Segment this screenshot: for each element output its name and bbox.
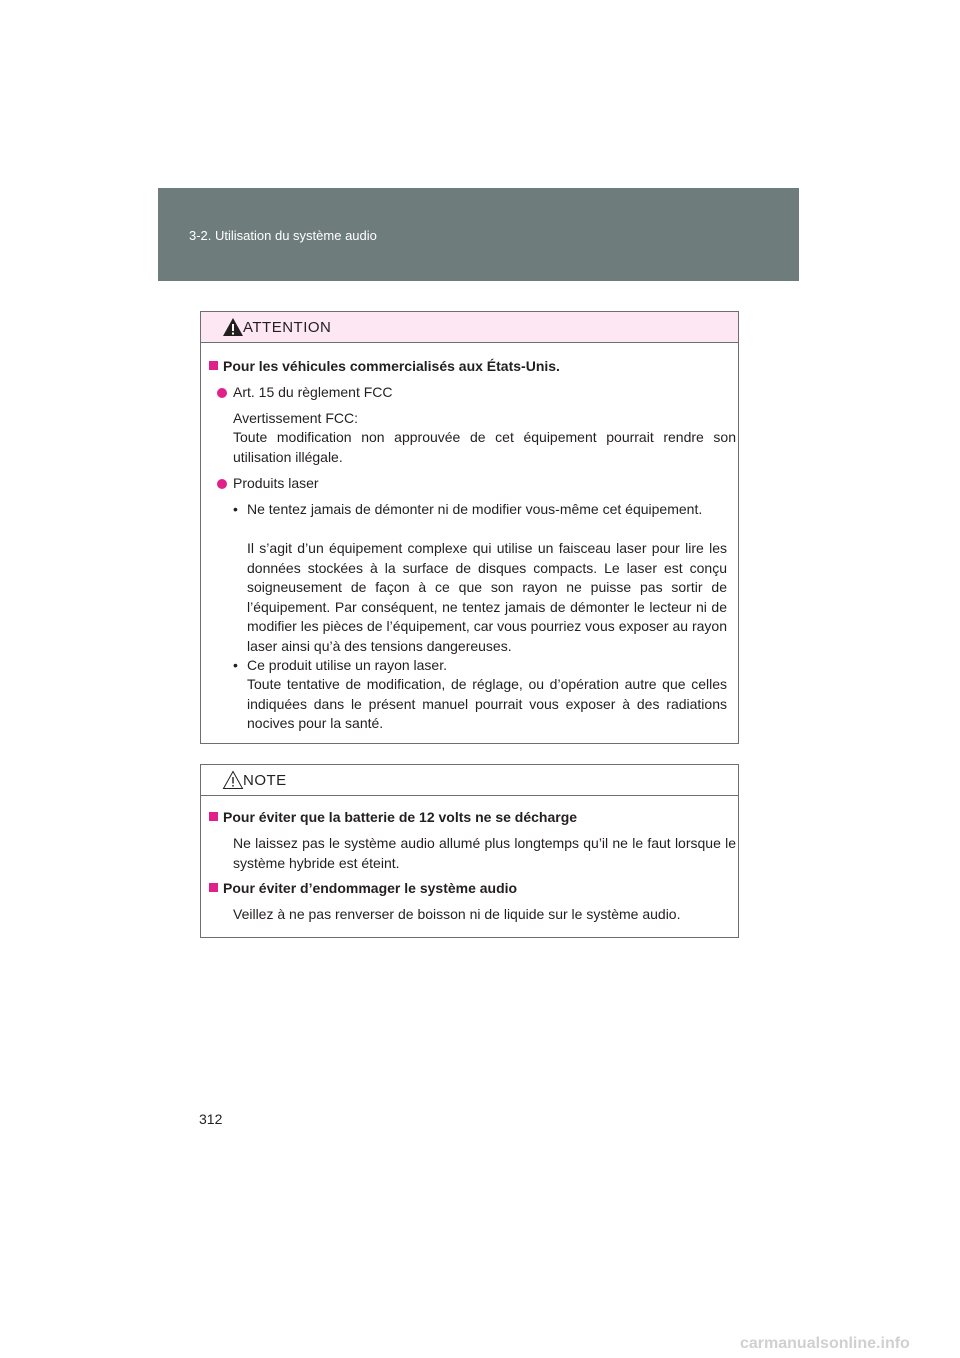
- note-text-audio: Veillez à ne pas renverser de boisson ni de liquide sur le système audio.: [233, 906, 681, 922]
- circle-bullet-icon: [217, 479, 227, 489]
- bullet2-text: Ce produit utilise un rayon laser.: [247, 657, 447, 673]
- note-heading-audio: Pour éviter d’endommager le système audio: [209, 879, 517, 899]
- note-header: [201, 765, 738, 796]
- section-title: 3-2. Utilisation du système audio: [189, 228, 377, 243]
- note-text-battery: Ne laissez pas le système audio allumé plus longtemps qu’il ne le faut lorsque le système hybride est éteint.: [233, 835, 736, 871]
- fcc-label: Avertissement FCC:: [233, 410, 358, 426]
- attention-box: [200, 311, 739, 744]
- bullet2-detail: Toute tentative de modification, de réglage, ou d’opération autre que celles indiquées dans le présent manuel pourrait vous exposer à des radiations nocives pour la santé.: [247, 676, 727, 731]
- section-header: [158, 188, 799, 281]
- square-bullet-icon: [209, 361, 218, 370]
- warning-icon: [222, 317, 244, 337]
- attention-heading: Pour les véhicules commercialisés aux États-Unis.: [209, 357, 560, 377]
- fcc-text: Toute modification non approuvée de cet équipement pourrait rendre son utilisation illégale.: [233, 429, 736, 465]
- square-bullet-icon: [209, 883, 218, 892]
- bullet1-detail: Il s’agit d’un équipement complexe qui utilise un faisceau laser pour lire les données stockées à la surface de disques compacts. Le laser est conçu soigneusement de façon à ce que son rayon ne puisse pas sortir de l’équipement. Par conséquent, ne tentez jamais de démonter le lecteur ni de modifier les pièces de l’équipement, car vous pourriez vous exposer au rayon laser ainsi qu’à des tensions dangereuses.: [247, 540, 727, 654]
- bullet-marker: •: [233, 657, 238, 673]
- item-fcc: Art. 15 du règlement FCC: [217, 383, 393, 403]
- watermark-text: carmanualsonline.info: [740, 1335, 910, 1352]
- page-number: 312: [199, 1111, 223, 1127]
- circle-bullet-icon: [217, 388, 227, 398]
- bullet1-text: Ne tentez jamais de démonter ni de modifier vous-même cet équipement.: [247, 501, 703, 517]
- attention-header: [201, 312, 738, 343]
- note-box: [200, 764, 739, 938]
- watermark-logo: [740, 1330, 955, 1354]
- note-heading-battery: Pour éviter que la batterie de 12 volts ne se décharge: [209, 808, 577, 828]
- note-title: NOTE: [243, 772, 287, 789]
- attention-title: ATTENTION: [243, 319, 332, 336]
- square-bullet-icon: [209, 812, 218, 821]
- item-laser: Produits laser: [217, 474, 319, 494]
- caution-outline-icon: [222, 770, 244, 790]
- bullet-marker: •: [233, 501, 238, 517]
